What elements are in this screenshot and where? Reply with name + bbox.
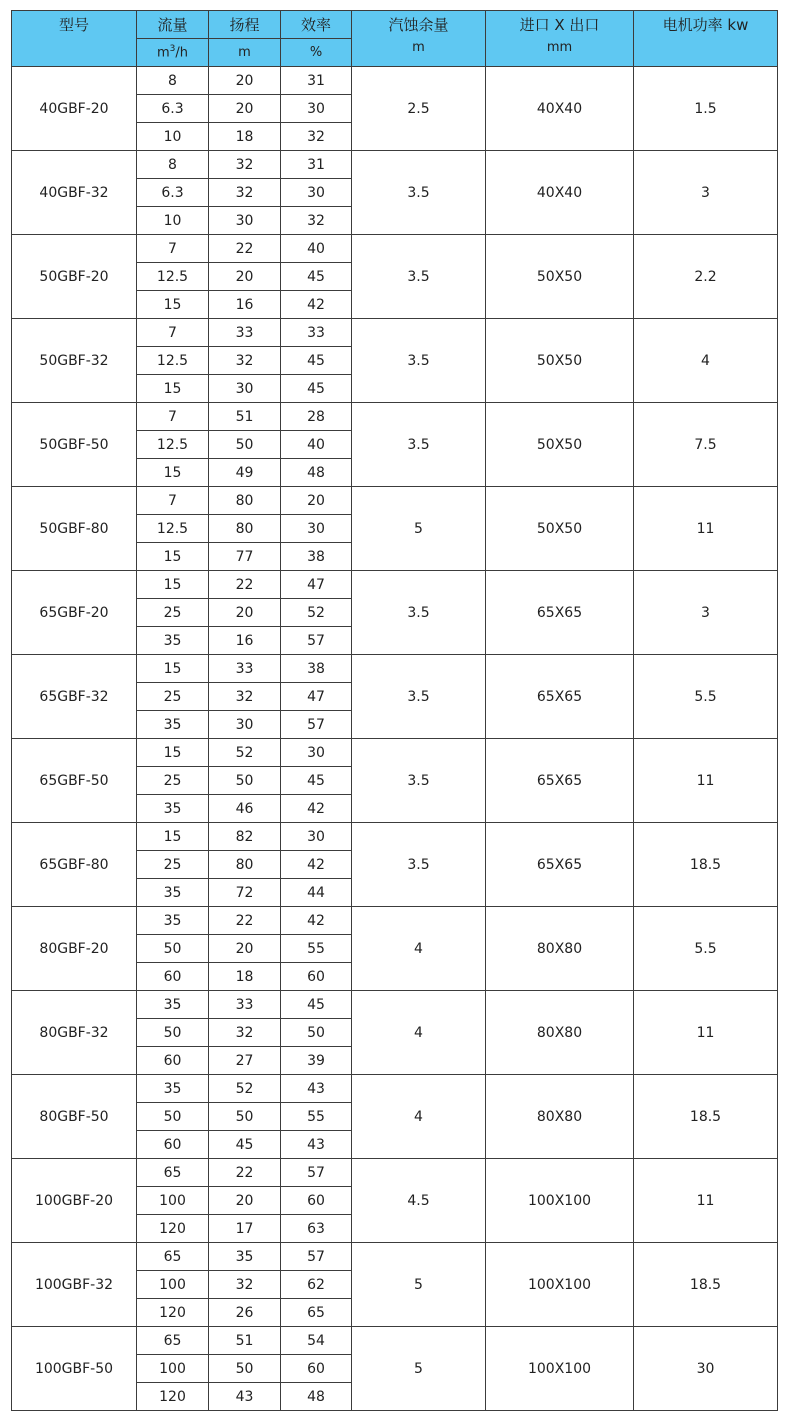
efficiency-cell: 43 — [281, 1131, 352, 1159]
flow-cell: 7 — [137, 403, 209, 431]
power-cell: 11 — [634, 1159, 778, 1243]
flow-cell: 15 — [137, 823, 209, 851]
header-model: 型号 — [12, 11, 137, 67]
head-cell: 22 — [209, 235, 281, 263]
flow-cell: 35 — [137, 991, 209, 1019]
efficiency-cell: 30 — [281, 739, 352, 767]
header-power: 电机功率 kw — [634, 11, 778, 67]
model-cell: 50GBF-20 — [12, 235, 137, 319]
npsh-cell: 3.5 — [352, 739, 486, 823]
head-cell: 30 — [209, 375, 281, 403]
table-row — [12, 907, 778, 935]
flow-cell: 120 — [137, 1299, 209, 1327]
table-row — [12, 1243, 778, 1271]
power-cell: 11 — [634, 991, 778, 1075]
flow-unit-exponent: 3 — [169, 44, 176, 55]
efficiency-cell: 52 — [281, 599, 352, 627]
flow-cell: 35 — [137, 711, 209, 739]
power-cell: 1.5 — [634, 67, 778, 151]
npsh-cell: 2.5 — [352, 67, 486, 151]
efficiency-cell: 39 — [281, 1047, 352, 1075]
flow-cell: 35 — [137, 1075, 209, 1103]
flow-cell: 60 — [137, 963, 209, 991]
efficiency-cell: 65 — [281, 1299, 352, 1327]
efficiency-cell: 45 — [281, 375, 352, 403]
npsh-cell: 3.5 — [352, 823, 486, 907]
head-cell: 50 — [209, 767, 281, 795]
model-cell: 40GBF-32 — [12, 151, 137, 235]
npsh-cell: 5 — [352, 1243, 486, 1327]
flow-cell: 50 — [137, 1019, 209, 1047]
model-cell: 80GBF-50 — [12, 1075, 137, 1159]
power-cell: 11 — [634, 487, 778, 571]
flow-cell: 65 — [137, 1327, 209, 1355]
inlet-outlet-cell: 100X100 — [486, 1243, 634, 1327]
head-cell: 49 — [209, 459, 281, 487]
head-cell: 50 — [209, 431, 281, 459]
npsh-cell: 3.5 — [352, 319, 486, 403]
flow-unit-suffix: /h — [175, 45, 189, 61]
head-cell: 80 — [209, 487, 281, 515]
efficiency-cell: 48 — [281, 459, 352, 487]
table-row — [12, 739, 778, 767]
head-cell: 30 — [209, 207, 281, 235]
efficiency-cell: 55 — [281, 1103, 352, 1131]
efficiency-cell: 47 — [281, 571, 352, 599]
flow-cell: 7 — [137, 487, 209, 515]
flow-cell: 25 — [137, 599, 209, 627]
head-cell: 16 — [209, 291, 281, 319]
efficiency-cell: 57 — [281, 1159, 352, 1187]
inlet-outlet-cell: 100X100 — [486, 1159, 634, 1243]
model-cell: 65GBF-80 — [12, 823, 137, 907]
efficiency-cell: 40 — [281, 235, 352, 263]
flow-unit-base: m — [156, 45, 170, 61]
efficiency-cell: 45 — [281, 767, 352, 795]
header-head-unit: m — [209, 39, 281, 67]
model-cell: 80GBF-32 — [12, 991, 137, 1075]
npsh-cell: 3.5 — [352, 571, 486, 655]
flow-cell: 25 — [137, 851, 209, 879]
flow-cell: 15 — [137, 459, 209, 487]
npsh-cell: 4 — [352, 991, 486, 1075]
head-cell: 32 — [209, 1019, 281, 1047]
flow-cell: 35 — [137, 907, 209, 935]
header-inlet-outlet-label: 进口 X 出口 — [519, 16, 600, 34]
efficiency-cell: 57 — [281, 1243, 352, 1271]
head-cell: 20 — [209, 935, 281, 963]
flow-cell: 25 — [137, 683, 209, 711]
efficiency-cell: 43 — [281, 1075, 352, 1103]
flow-cell: 100 — [137, 1187, 209, 1215]
npsh-cell: 5 — [352, 1327, 486, 1411]
head-cell: 45 — [209, 1131, 281, 1159]
flow-cell: 8 — [137, 151, 209, 179]
head-cell: 33 — [209, 655, 281, 683]
flow-cell: 10 — [137, 207, 209, 235]
head-cell: 51 — [209, 403, 281, 431]
inlet-outlet-cell: 65X65 — [486, 823, 634, 907]
head-cell: 17 — [209, 1215, 281, 1243]
efficiency-cell: 32 — [281, 207, 352, 235]
power-cell: 18.5 — [634, 1243, 778, 1327]
flow-cell: 60 — [137, 1047, 209, 1075]
npsh-cell: 3.5 — [352, 403, 486, 487]
power-cell: 3 — [634, 151, 778, 235]
power-cell: 3 — [634, 571, 778, 655]
power-cell: 5.5 — [634, 655, 778, 739]
head-cell: 20 — [209, 599, 281, 627]
head-cell: 22 — [209, 1159, 281, 1187]
inlet-outlet-cell: 50X50 — [486, 235, 634, 319]
efficiency-cell: 60 — [281, 963, 352, 991]
inlet-outlet-cell: 80X80 — [486, 991, 634, 1075]
npsh-cell: 3.5 — [352, 235, 486, 319]
header-npsh-label: 汽蚀余量 — [388, 16, 449, 34]
inlet-outlet-cell: 50X50 — [486, 487, 634, 571]
flow-cell: 100 — [137, 1355, 209, 1383]
header-efficiency: 效率 — [281, 11, 352, 39]
table-row — [12, 1327, 778, 1355]
npsh-cell: 4 — [352, 907, 486, 991]
efficiency-cell: 45 — [281, 991, 352, 1019]
flow-cell: 35 — [137, 795, 209, 823]
head-cell: 27 — [209, 1047, 281, 1075]
head-cell: 82 — [209, 823, 281, 851]
head-cell: 26 — [209, 1299, 281, 1327]
table-row — [12, 1159, 778, 1187]
header-inlet-outlet — [486, 11, 634, 67]
head-cell: 43 — [209, 1383, 281, 1411]
flow-cell: 6.3 — [137, 179, 209, 207]
head-cell: 32 — [209, 1271, 281, 1299]
table-row — [12, 1075, 778, 1103]
efficiency-cell: 45 — [281, 347, 352, 375]
efficiency-cell: 42 — [281, 291, 352, 319]
efficiency-cell: 57 — [281, 627, 352, 655]
head-cell: 18 — [209, 963, 281, 991]
head-cell: 16 — [209, 627, 281, 655]
flow-cell: 65 — [137, 1243, 209, 1271]
efficiency-cell: 40 — [281, 431, 352, 459]
npsh-cell: 4.5 — [352, 1159, 486, 1243]
header-npsh — [352, 11, 486, 67]
inlet-outlet-cell: 40X40 — [486, 151, 634, 235]
flow-cell: 12.5 — [137, 431, 209, 459]
efficiency-cell: 30 — [281, 95, 352, 123]
header-head: 扬程 — [209, 11, 281, 39]
flow-cell: 12.5 — [137, 347, 209, 375]
model-cell: 50GBF-50 — [12, 403, 137, 487]
efficiency-cell: 30 — [281, 515, 352, 543]
efficiency-cell: 60 — [281, 1355, 352, 1383]
model-cell: 50GBF-32 — [12, 319, 137, 403]
head-cell: 30 — [209, 711, 281, 739]
head-cell: 33 — [209, 991, 281, 1019]
flow-cell: 15 — [137, 655, 209, 683]
head-cell: 72 — [209, 879, 281, 907]
flow-cell: 8 — [137, 67, 209, 95]
flow-cell: 15 — [137, 739, 209, 767]
power-cell: 30 — [634, 1327, 778, 1411]
flow-cell: 60 — [137, 1131, 209, 1159]
efficiency-cell: 32 — [281, 123, 352, 151]
efficiency-cell: 38 — [281, 655, 352, 683]
efficiency-cell: 50 — [281, 1019, 352, 1047]
model-cell: 100GBF-20 — [12, 1159, 137, 1243]
table-row — [12, 67, 778, 95]
header-flow: 流量 — [137, 11, 209, 39]
head-cell: 77 — [209, 543, 281, 571]
power-cell: 5.5 — [634, 907, 778, 991]
efficiency-cell: 31 — [281, 67, 352, 95]
model-cell: 80GBF-20 — [12, 907, 137, 991]
efficiency-cell: 42 — [281, 851, 352, 879]
head-cell: 51 — [209, 1327, 281, 1355]
efficiency-cell: 45 — [281, 263, 352, 291]
head-cell: 32 — [209, 347, 281, 375]
table-row — [12, 487, 778, 515]
head-cell: 80 — [209, 851, 281, 879]
head-cell: 32 — [209, 179, 281, 207]
header-flow-unit — [137, 39, 209, 67]
table-row — [12, 571, 778, 599]
efficiency-cell: 30 — [281, 179, 352, 207]
flow-cell: 120 — [137, 1215, 209, 1243]
table-row — [12, 319, 778, 347]
head-cell: 20 — [209, 1187, 281, 1215]
flow-cell: 12.5 — [137, 263, 209, 291]
efficiency-cell: 31 — [281, 151, 352, 179]
efficiency-cell: 28 — [281, 403, 352, 431]
efficiency-cell: 33 — [281, 319, 352, 347]
flow-cell: 35 — [137, 879, 209, 907]
power-cell: 18.5 — [634, 1075, 778, 1159]
inlet-outlet-cell: 65X65 — [486, 739, 634, 823]
table-row — [12, 151, 778, 179]
efficiency-cell: 20 — [281, 487, 352, 515]
efficiency-cell: 55 — [281, 935, 352, 963]
flow-cell: 65 — [137, 1159, 209, 1187]
head-cell: 52 — [209, 1075, 281, 1103]
npsh-cell: 4 — [352, 1075, 486, 1159]
pump-spec-table — [11, 10, 778, 1411]
efficiency-cell: 57 — [281, 711, 352, 739]
flow-cell: 100 — [137, 1271, 209, 1299]
head-cell: 20 — [209, 263, 281, 291]
head-cell: 32 — [209, 683, 281, 711]
efficiency-cell: 60 — [281, 1187, 352, 1215]
npsh-cell: 5 — [352, 487, 486, 571]
flow-cell: 15 — [137, 543, 209, 571]
inlet-outlet-cell: 65X65 — [486, 571, 634, 655]
header-efficiency-unit: % — [281, 39, 352, 67]
inlet-outlet-cell: 80X80 — [486, 1075, 634, 1159]
head-cell: 50 — [209, 1103, 281, 1131]
power-cell: 11 — [634, 739, 778, 823]
table-row — [12, 655, 778, 683]
head-cell: 32 — [209, 151, 281, 179]
head-cell: 35 — [209, 1243, 281, 1271]
inlet-outlet-cell: 50X50 — [486, 403, 634, 487]
inlet-outlet-cell: 40X40 — [486, 67, 634, 151]
flow-cell: 25 — [137, 767, 209, 795]
head-cell: 22 — [209, 907, 281, 935]
flow-cell: 7 — [137, 319, 209, 347]
flow-cell: 35 — [137, 627, 209, 655]
flow-cell: 50 — [137, 935, 209, 963]
head-cell: 20 — [209, 95, 281, 123]
npsh-cell: 3.5 — [352, 655, 486, 739]
efficiency-cell: 62 — [281, 1271, 352, 1299]
inlet-outlet-cell: 65X65 — [486, 655, 634, 739]
model-cell: 100GBF-32 — [12, 1243, 137, 1327]
table-row — [12, 823, 778, 851]
header-inlet-outlet-unit: mm — [546, 40, 573, 55]
model-cell: 65GBF-20 — [12, 571, 137, 655]
table-row — [12, 235, 778, 263]
power-cell: 4 — [634, 319, 778, 403]
header-npsh-unit: m — [412, 40, 425, 55]
efficiency-cell: 44 — [281, 879, 352, 907]
power-cell: 7.5 — [634, 403, 778, 487]
flow-cell: 6.3 — [137, 95, 209, 123]
inlet-outlet-cell: 50X50 — [486, 319, 634, 403]
head-cell: 22 — [209, 571, 281, 599]
flow-cell: 15 — [137, 571, 209, 599]
efficiency-cell: 42 — [281, 907, 352, 935]
inlet-outlet-cell: 80X80 — [486, 907, 634, 991]
efficiency-cell: 38 — [281, 543, 352, 571]
head-cell: 52 — [209, 739, 281, 767]
flow-cell: 15 — [137, 291, 209, 319]
flow-cell: 50 — [137, 1103, 209, 1131]
model-cell: 50GBF-80 — [12, 487, 137, 571]
efficiency-cell: 42 — [281, 795, 352, 823]
efficiency-cell: 54 — [281, 1327, 352, 1355]
head-cell: 46 — [209, 795, 281, 823]
head-cell: 80 — [209, 515, 281, 543]
efficiency-cell: 47 — [281, 683, 352, 711]
flow-cell: 10 — [137, 123, 209, 151]
head-cell: 18 — [209, 123, 281, 151]
model-cell: 40GBF-20 — [12, 67, 137, 151]
efficiency-cell: 30 — [281, 823, 352, 851]
power-cell: 18.5 — [634, 823, 778, 907]
head-cell: 50 — [209, 1355, 281, 1383]
model-cell: 65GBF-32 — [12, 655, 137, 739]
table-row — [12, 991, 778, 1019]
power-cell: 2.2 — [634, 235, 778, 319]
head-cell: 20 — [209, 67, 281, 95]
model-cell: 100GBF-50 — [12, 1327, 137, 1411]
efficiency-cell: 48 — [281, 1383, 352, 1411]
flow-cell: 7 — [137, 235, 209, 263]
table-row — [12, 403, 778, 431]
efficiency-cell: 63 — [281, 1215, 352, 1243]
npsh-cell: 3.5 — [352, 151, 486, 235]
flow-cell: 120 — [137, 1383, 209, 1411]
model-cell: 65GBF-50 — [12, 739, 137, 823]
flow-cell: 15 — [137, 375, 209, 403]
head-cell: 33 — [209, 319, 281, 347]
flow-cell: 12.5 — [137, 515, 209, 543]
inlet-outlet-cell: 100X100 — [486, 1327, 634, 1411]
